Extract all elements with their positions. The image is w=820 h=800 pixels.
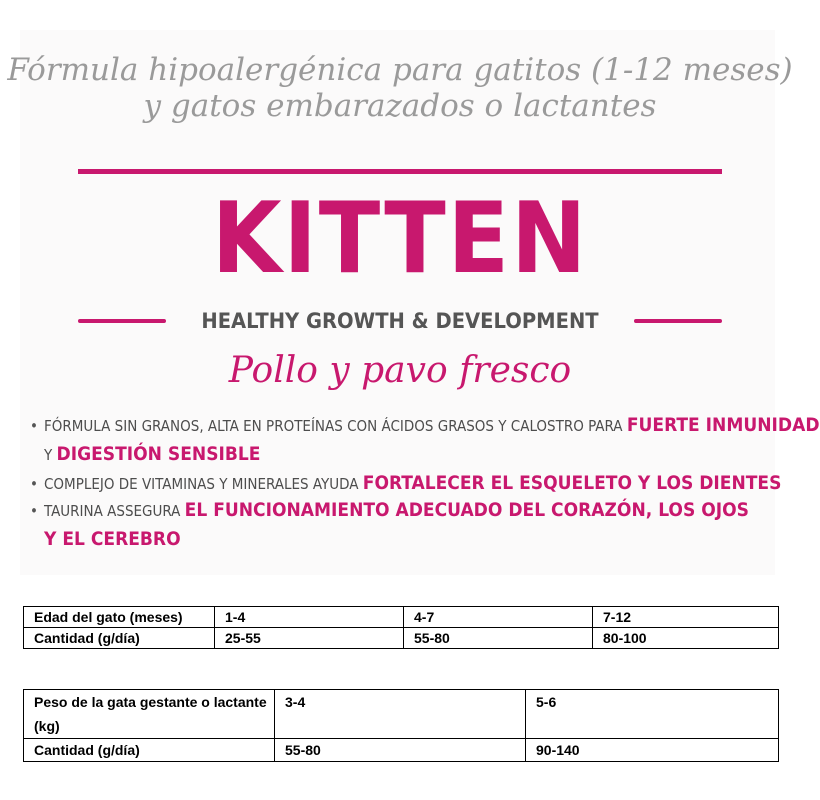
table-cell: 55-80	[275, 739, 526, 762]
tagline: HEALTHY GROWTH & DEVELOPMENT	[201, 309, 599, 333]
feeding-table-kittens	[23, 606, 779, 649]
flavor-title: Pollo y pavo fresco	[228, 350, 572, 391]
table-header-cell: Peso de la gata gestante o lactante (kg)	[24, 690, 275, 739]
tagline-row	[78, 306, 722, 336]
benefit-text: Y	[44, 446, 53, 464]
benefit-item-1	[30, 414, 820, 436]
table-cell: 4-7	[404, 607, 593, 628]
subtitle-line-2: y gatos embarazados o lactantes	[143, 88, 657, 124]
bullet-icon: •	[30, 417, 38, 435]
divider-rule	[78, 169, 722, 174]
bullet-icon: •	[30, 475, 38, 493]
feeding-table-pregnant	[23, 689, 779, 762]
table-header-cell: Cantidad (g/día)	[24, 739, 275, 762]
table-row	[24, 628, 779, 649]
benefit-highlight: DIGESTIÓN SENSIBLE	[56, 443, 261, 465]
table-cell: 1-4	[215, 607, 404, 628]
table-row	[24, 607, 779, 628]
subtitle-line-1: Fórmula hipoalergénica para gatitos (1-12 meses)	[7, 52, 793, 88]
benefit-text: COMPLEJO DE VITAMINAS Y MINERALES AYUDA	[44, 475, 359, 493]
benefit-highlight: EL FUNCIONAMIENTO ADECUADO DEL CORAZÓN, LOS OJOS	[184, 499, 749, 521]
table-cell: 5-6	[526, 690, 779, 739]
tagline-rule-right	[634, 319, 722, 323]
table-header-cell: Cantidad (g/día)	[24, 628, 215, 649]
benefit-highlight: FUERTE INMUNIDAD	[626, 414, 820, 436]
benefit-item-1-continued	[44, 443, 260, 465]
benefit-text: TAURINA ASSEGURA	[44, 502, 181, 520]
table-cell: 80-100	[593, 628, 779, 649]
benefit-highlight: FORTALECER EL ESQUELETO Y LOS DIENTES	[362, 472, 782, 494]
table-cell: 25-55	[215, 628, 404, 649]
benefit-highlight: Y EL CEREBRO	[44, 528, 181, 550]
table-cell: 90-140	[526, 739, 779, 762]
table-header-cell: Edad del gato (meses)	[24, 607, 215, 628]
product-name: KITTEN	[211, 182, 589, 296]
table-cell: 55-80	[404, 628, 593, 649]
benefit-item-3-continued	[44, 528, 181, 550]
benefit-item-2	[30, 472, 781, 494]
table-cell: 7-12	[593, 607, 779, 628]
benefit-item-3	[30, 499, 749, 521]
table-row	[24, 690, 779, 739]
benefit-text: FÓRMULA SIN GRANOS, ALTA EN PROTEÍNAS CON ÁCIDOS GRASOS Y CALOSTRO PARA	[44, 417, 623, 435]
table-cell: 3-4	[275, 690, 526, 739]
bullet-icon: •	[30, 502, 38, 520]
table-row	[24, 739, 779, 762]
